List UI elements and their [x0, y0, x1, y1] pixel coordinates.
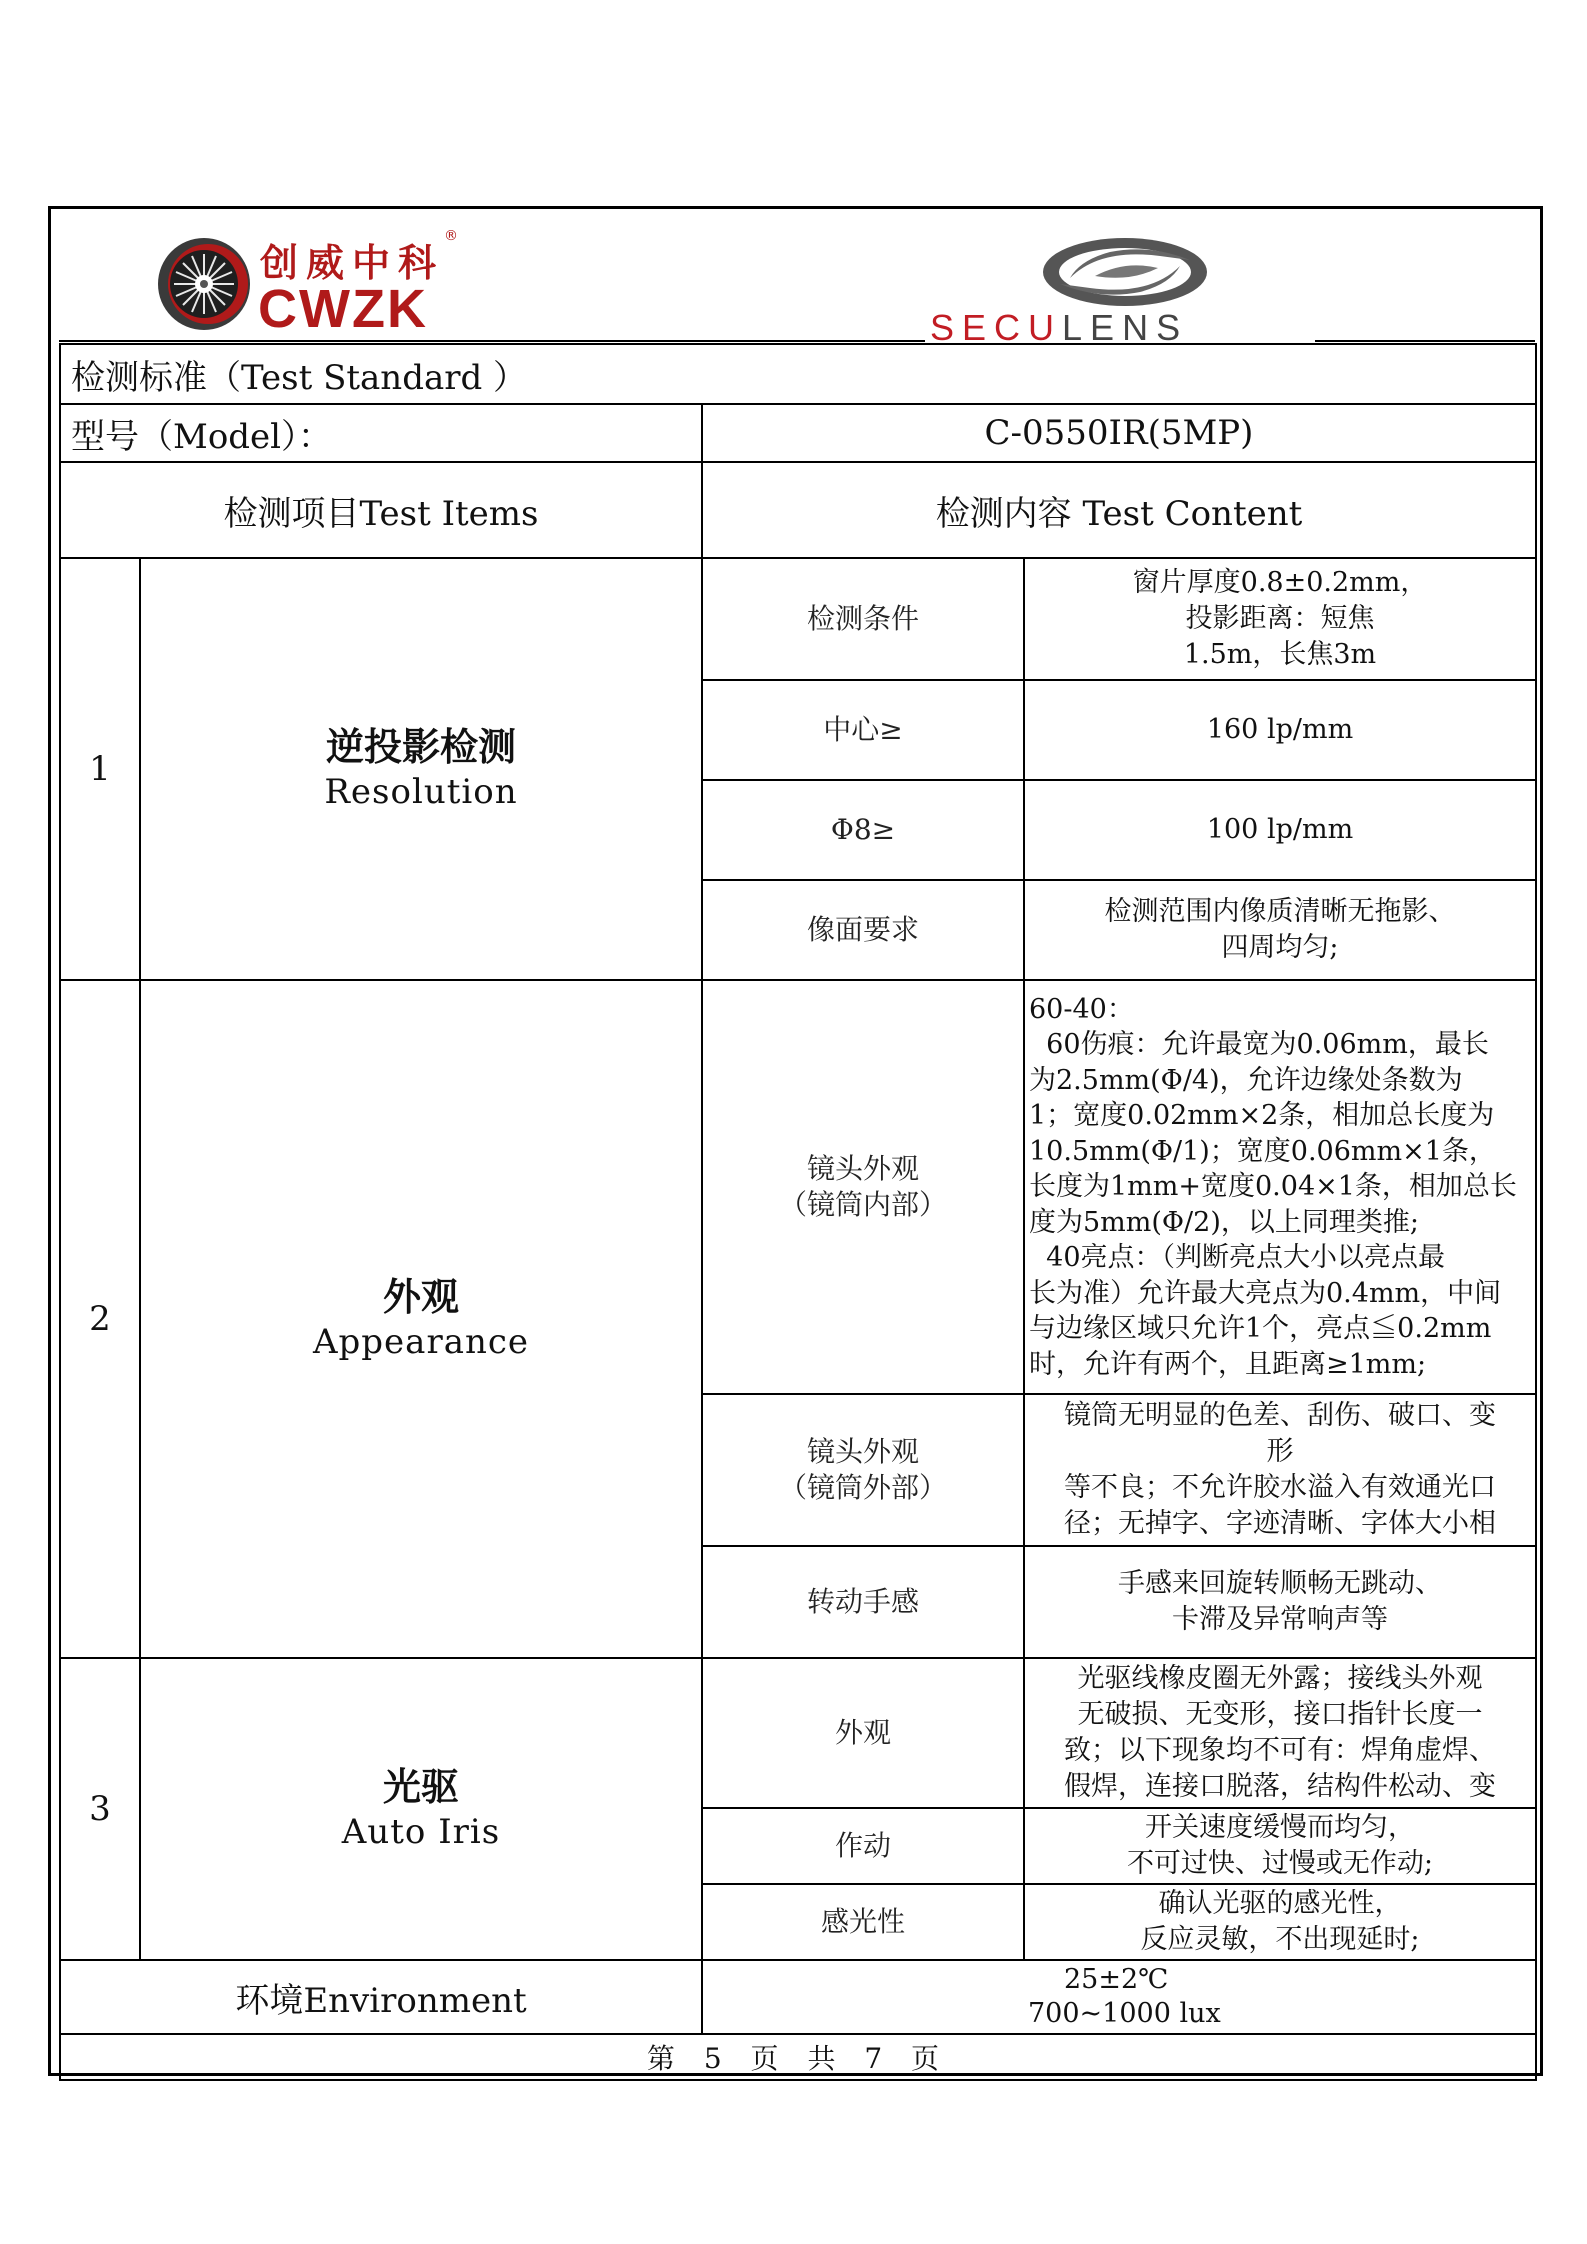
- header-rule-right: [1315, 340, 1535, 342]
- item-name-cell: [140, 980, 702, 1658]
- header-rule-left: [59, 340, 925, 342]
- item-name-en: Auto Iris: [341, 1812, 501, 1852]
- test-standard-title: 检测标准（Test Standard ）: [60, 344, 1536, 404]
- item-name-cn: 外观: [382, 1275, 459, 1319]
- content-line: 60伤痕：允许最宽为0.06mm，最长: [1029, 1029, 1489, 1061]
- cwzk-logo-en: CWZK: [258, 279, 428, 339]
- seculens-gray-part: LENS: [1062, 307, 1189, 348]
- column-header-row: [60, 462, 1536, 558]
- content-cell: [1024, 880, 1536, 980]
- content-line: 光驱线橡皮圈无外露；接线头外观: [1077, 1663, 1483, 1694]
- content-line: 检测范围内像质清晰无拖影、: [1104, 896, 1456, 927]
- sub-item: 转动手感: [702, 1546, 1024, 1658]
- item-2-row-1: [60, 980, 1536, 1394]
- content-line: 100 lp/mm: [1206, 814, 1354, 845]
- content-line: 不可过快、过慢或无作动;: [1126, 1848, 1434, 1879]
- content-line: 等不良；不允许胶水溢入有效通光口: [1064, 1472, 1496, 1503]
- test-content-header: 检测内容 Test Content: [702, 462, 1536, 558]
- content-line: 投影距离：短焦: [1185, 603, 1375, 634]
- content-line: 10.5mm(Φ/1)；宽度0.06mm×1条，: [1029, 1135, 1496, 1167]
- title-row: [60, 344, 1536, 404]
- content-line: 与边缘区域只允许1个，亮点≦0.2mm: [1029, 1313, 1492, 1345]
- footer-row: [60, 2034, 1536, 2080]
- sub-item: [702, 980, 1024, 1394]
- item-name-cell: [140, 558, 702, 980]
- content-line: 形: [1266, 1436, 1294, 1467]
- sub-item: Φ8≥: [702, 780, 1024, 880]
- turbine-icon: [156, 236, 252, 332]
- item-name-cn: 光驱: [382, 1765, 459, 1809]
- item-3-row-1: [60, 1658, 1536, 1808]
- content-cell: [1024, 1808, 1536, 1884]
- item-number: 3: [60, 1658, 140, 1960]
- seculens-wordmark: [930, 307, 1189, 348]
- content-cell: [1024, 780, 1536, 880]
- sub-item: 作动: [702, 1808, 1024, 1884]
- sub-item: 感光性: [702, 1884, 1024, 1960]
- content-line: 手感来回旋转顺畅无跳动、: [1118, 1568, 1442, 1599]
- item-name-en: Resolution: [324, 772, 518, 812]
- test-items-header: 检测项目Test Items: [60, 462, 702, 558]
- content-line: 确认光驱的感光性，: [1158, 1888, 1402, 1919]
- content-cell: [1024, 980, 1536, 1394]
- seculens-red-part: SECU: [930, 307, 1063, 348]
- content-line: 长度为1mm+宽度0.04×1条，相加总长: [1029, 1171, 1517, 1203]
- sub-item-line: 镜头外观: [806, 1152, 919, 1185]
- item-name-en: Appearance: [312, 1322, 530, 1362]
- environment-illuminance: 700~1000 lux: [1028, 1998, 1221, 2029]
- content-line: 致；以下现象均不可有：焊角虚焊、: [1064, 1735, 1496, 1766]
- item-number: 1: [60, 558, 140, 980]
- model-row: [60, 404, 1536, 462]
- content-cell: [1024, 1658, 1536, 1808]
- sub-item-line: （镜筒内部）: [778, 1188, 947, 1221]
- item-name-cn: 逆投影检测: [325, 725, 516, 769]
- content-line: 镜筒无明显的色差、刮伤、破口、变: [1064, 1400, 1496, 1431]
- registered-mark: ®: [444, 228, 458, 244]
- sub-item: 像面要求: [702, 880, 1024, 980]
- content-line: 为2.5mm(Φ/4)，允许边缘处条数为: [1029, 1064, 1463, 1096]
- sub-item-line: 镜头外观: [806, 1435, 919, 1468]
- content-line: 40亮点：（判断亮点大小以亮点最: [1029, 1242, 1446, 1274]
- model-label: 型号（Model）：: [60, 404, 702, 462]
- content-line: 窗片厚度0.8±0.2mm，: [1132, 567, 1428, 598]
- sub-item-line: （镜筒外部）: [778, 1471, 947, 1504]
- content-line: 1.5m，长焦3m: [1183, 639, 1377, 670]
- content-line: 无破损、无变形，接口指针长度一: [1077, 1699, 1483, 1730]
- test-standard-table: [59, 343, 1537, 2081]
- model-value: C-0550IR(5MP): [702, 404, 1536, 462]
- content-line: 径；无掉字、字迹清晰、字体大小相: [1064, 1508, 1496, 1539]
- environment-values: [702, 1960, 1536, 2034]
- sub-item: [702, 1394, 1024, 1546]
- item-name-cell: [140, 1658, 702, 1960]
- content-line: 假焊，连接口脱落，结构件松动、变: [1064, 1771, 1496, 1802]
- content-line: 长为准）允许最大亮点为0.4mm，中间: [1029, 1277, 1502, 1309]
- content-line: 卡滞及异常响声等: [1172, 1604, 1388, 1635]
- content-cell: [1024, 558, 1536, 680]
- environment-label: 环境Environment: [60, 1960, 702, 2034]
- content-line: 反应灵敏，不出现延时;: [1140, 1924, 1420, 1955]
- item-number: 2: [60, 980, 140, 1658]
- content-line: 开关速度缓慢而均匀，: [1145, 1812, 1415, 1843]
- content-cell: [1024, 1394, 1536, 1546]
- content-cell: [1024, 1546, 1536, 1658]
- content-cell: [1024, 680, 1536, 780]
- sub-item: 外观: [702, 1658, 1024, 1808]
- content-line: 度为5mm(Φ/2)，以上同理类推;: [1029, 1206, 1419, 1238]
- seculens-swirl-icon: [1040, 230, 1210, 314]
- content-line: 1；宽度0.02mm×2条，相加总长度为: [1029, 1100, 1495, 1132]
- content-line: 四周均匀;: [1221, 932, 1339, 963]
- environment-temperature: 25±2℃: [1064, 1964, 1169, 1995]
- content-cell: [1024, 1884, 1536, 1960]
- content-line: 160 lp/mm: [1206, 714, 1354, 745]
- content-line: 60-40：: [1029, 993, 1134, 1025]
- environment-row: [60, 1960, 1536, 2034]
- sub-item: 中心≥: [702, 680, 1024, 780]
- content-line: 时，允许有两个，且距离≥1mm;: [1029, 1348, 1427, 1380]
- page-number: 第 5 页 共 7 页: [60, 2034, 1536, 2080]
- cwzk-logo: [156, 228, 486, 338]
- sub-item: 检测条件: [702, 558, 1024, 680]
- item-1-row-1: [60, 558, 1536, 680]
- cwzk-logo-cn: 创威中科: [260, 241, 445, 285]
